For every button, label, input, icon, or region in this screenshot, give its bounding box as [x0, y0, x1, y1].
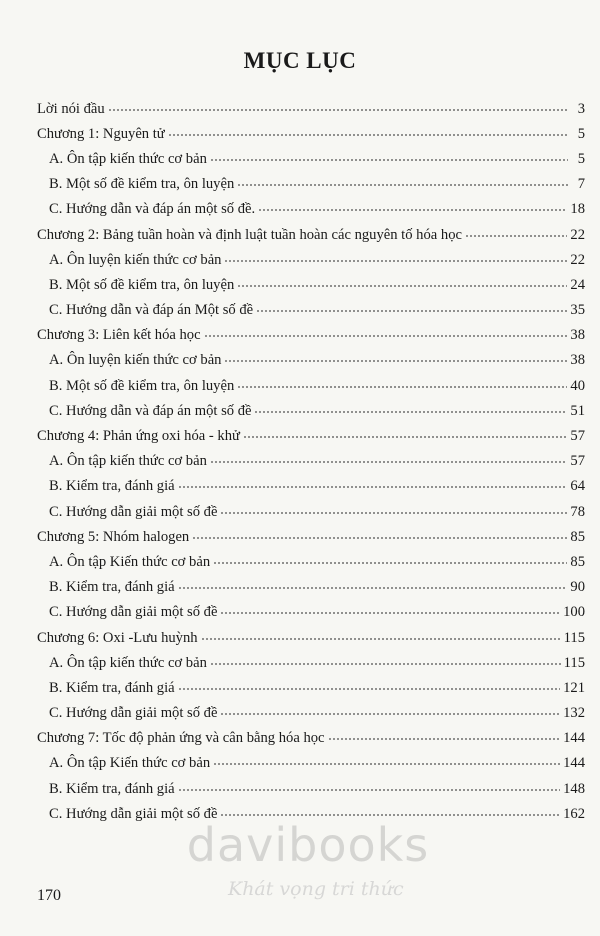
watermark-tagline: Khát vọng tri thức [228, 878, 404, 900]
page-number: 170 [37, 887, 61, 904]
toc-entry-page: 3 [577, 100, 585, 117]
toc-entry-page: 144 [563, 730, 585, 747]
toc-entry-label: B. Một số đề kiểm tra, ôn luyện [49, 377, 235, 394]
toc-entry-label: Chương 6: Oxi -Lưu huỳnh [37, 629, 198, 646]
toc-entry-page: 162 [563, 805, 585, 822]
dot-leader [192, 524, 567, 539]
toc-subentry [37, 148, 585, 173]
dot-leader [178, 575, 568, 590]
toc-entry-page: 100 [563, 604, 585, 621]
toc-subentry [37, 350, 585, 375]
dot-leader [178, 474, 568, 489]
toc-entry-page: 121 [563, 679, 585, 696]
toc-entry-label: Lời nói đầu [37, 100, 105, 117]
toc-entry-page: 5 [577, 150, 585, 167]
toc-entry-label: C. Hướng dẫn giải một số đề [49, 503, 218, 520]
toc-subentry [37, 753, 585, 778]
toc-entry-label: C. Hướng dẫn và đáp án một số đề. [49, 201, 256, 218]
dot-leader [220, 701, 560, 716]
toc-entry-label: B. Kiểm tra, đánh giá [49, 780, 175, 797]
dot-leader [210, 449, 568, 464]
toc-entry-label: A. Ôn tập Kiến thức cơ bản [49, 553, 211, 570]
toc-entry-label: A. Ôn tập kiến thức cơ bản [49, 150, 207, 167]
toc-subentry [37, 652, 585, 677]
dot-leader [168, 121, 568, 136]
toc-entry-label: B. Kiểm tra, đánh giá [49, 478, 175, 495]
toc-entry-label: A. Ôn luyện kiến thức cơ bản [49, 352, 222, 369]
toc-entry-page: 85 [570, 553, 585, 570]
toc-entry-label: Chương 2: Bảng tuần hoàn và định luật tuần hoàn các nguyên tố hóa học [37, 226, 462, 243]
toc-subentry [37, 174, 585, 199]
toc-subentry [37, 677, 585, 702]
dot-leader [213, 549, 567, 564]
toc-entry-label: A. Ôn tập kiến thức cơ bản [49, 453, 207, 470]
toc-entry-page: 57 [570, 453, 585, 470]
toc-subentry [37, 703, 585, 728]
toc-entry-label: Chương 3: Liên kết hóa học [37, 327, 201, 344]
toc-subentry [37, 577, 585, 602]
dot-leader [204, 323, 568, 338]
toc-entry-label: B. Kiểm tra, đánh giá [49, 679, 175, 696]
watermark-brand: davibooks [186, 818, 430, 872]
toc-entry-page: 90 [570, 579, 585, 596]
toc-subentry [37, 602, 585, 627]
toc-entry-label: A. Ôn tập kiến thức cơ bản [49, 654, 207, 671]
toc-entry-label: A. Ôn luyện kiến thức cơ bản [49, 251, 222, 268]
page-title: MỤC LỤC [243, 48, 357, 73]
dot-leader [108, 96, 568, 111]
toc-entry-page: 40 [570, 377, 585, 394]
toc-subentry [37, 451, 585, 476]
toc-chapter-entry [37, 224, 585, 249]
dot-leader [243, 423, 567, 438]
toc-entry-page: 115 [563, 654, 585, 671]
dot-leader [210, 650, 561, 665]
dot-leader [178, 776, 560, 791]
dot-leader [220, 801, 560, 816]
toc-entry-page: 38 [570, 327, 585, 344]
toc-entry-page: 7 [577, 176, 585, 193]
toc-subentry [37, 476, 585, 501]
table-of-contents [37, 98, 585, 828]
toc-entry-label: C. Hướng dẫn giải một số đề [49, 705, 218, 722]
toc-entry-label: Chương 1: Nguyên tử [37, 125, 165, 142]
toc-entry-page: 148 [563, 780, 585, 797]
dot-leader [224, 247, 567, 262]
toc-subentry [37, 249, 585, 274]
dot-leader [224, 348, 567, 363]
toc-entry-page: 18 [570, 201, 585, 218]
toc-subentry [37, 375, 585, 400]
toc-entry-label: B. Một số đề kiểm tra, ôn luyện [49, 176, 235, 193]
toc-entry-label: C. Hướng dẫn giải một số đề [49, 805, 218, 822]
toc-entry-label: B. Kiểm tra, đánh giá [49, 579, 175, 596]
dot-leader [258, 197, 567, 212]
toc-entry-label: A. Ôn tập Kiến thức cơ bản [49, 755, 211, 772]
toc-entry-page: 144 [563, 755, 585, 772]
toc-subentry [37, 199, 585, 224]
toc-subentry [37, 803, 585, 828]
toc-chapter-entry [37, 98, 585, 123]
toc-entry-page: 64 [570, 478, 585, 495]
toc-chapter-entry [37, 526, 585, 551]
toc-subentry [37, 551, 585, 576]
toc-entry-label: Chương 5: Nhóm halogen [37, 528, 190, 545]
toc-entry-page: 51 [570, 402, 585, 419]
toc-entry-label: Chương 4: Phản ứng oxi hóa - khử [37, 428, 240, 445]
toc-entry-page: 78 [570, 503, 585, 520]
toc-entry-page: 132 [563, 705, 585, 722]
toc-entry-label: Chương 7: Tốc độ phản ứng và cân bằng hóa học [37, 730, 325, 747]
toc-subentry [37, 778, 585, 803]
dot-leader [328, 726, 561, 741]
dot-leader [237, 272, 567, 287]
toc-entry-page: 35 [570, 302, 585, 319]
toc-chapter-entry [37, 325, 585, 350]
toc-chapter-entry [37, 123, 585, 148]
toc-subentry [37, 400, 585, 425]
toc-entry-page: 5 [577, 125, 585, 142]
dot-leader [201, 625, 561, 640]
toc-entry-label: B. Một số đề kiểm tra, ôn luyện [49, 276, 235, 293]
dot-leader [237, 373, 567, 388]
dot-leader [237, 172, 568, 187]
toc-subentry [37, 274, 585, 299]
dot-leader [254, 398, 567, 413]
toc-chapter-entry [37, 728, 585, 753]
toc-entry-page: 24 [570, 276, 585, 293]
dot-leader [220, 600, 560, 615]
dot-leader [178, 675, 560, 690]
toc-entry-label: C. Hướng dẫn giải một số đề [49, 604, 218, 621]
toc-entry-page: 22 [570, 251, 585, 268]
dot-leader [210, 146, 568, 161]
toc-subentry [37, 501, 585, 526]
toc-entry-page: 115 [563, 629, 585, 646]
toc-entry-label: C. Hướng dẫn và đáp án Một số đề [49, 302, 254, 319]
toc-entry-page: 38 [570, 352, 585, 369]
toc-entry-page: 85 [570, 528, 585, 545]
dot-leader [465, 222, 567, 237]
toc-chapter-entry [37, 627, 585, 652]
toc-entry-page: 57 [570, 428, 585, 445]
toc-entry-label: C. Hướng dẫn và đáp án một số đề [49, 402, 252, 419]
dot-leader [213, 751, 560, 766]
dot-leader [256, 298, 567, 313]
dot-leader [220, 499, 567, 514]
toc-subentry [37, 300, 585, 325]
toc-chapter-entry [37, 425, 585, 450]
toc-entry-page: 22 [570, 226, 585, 243]
